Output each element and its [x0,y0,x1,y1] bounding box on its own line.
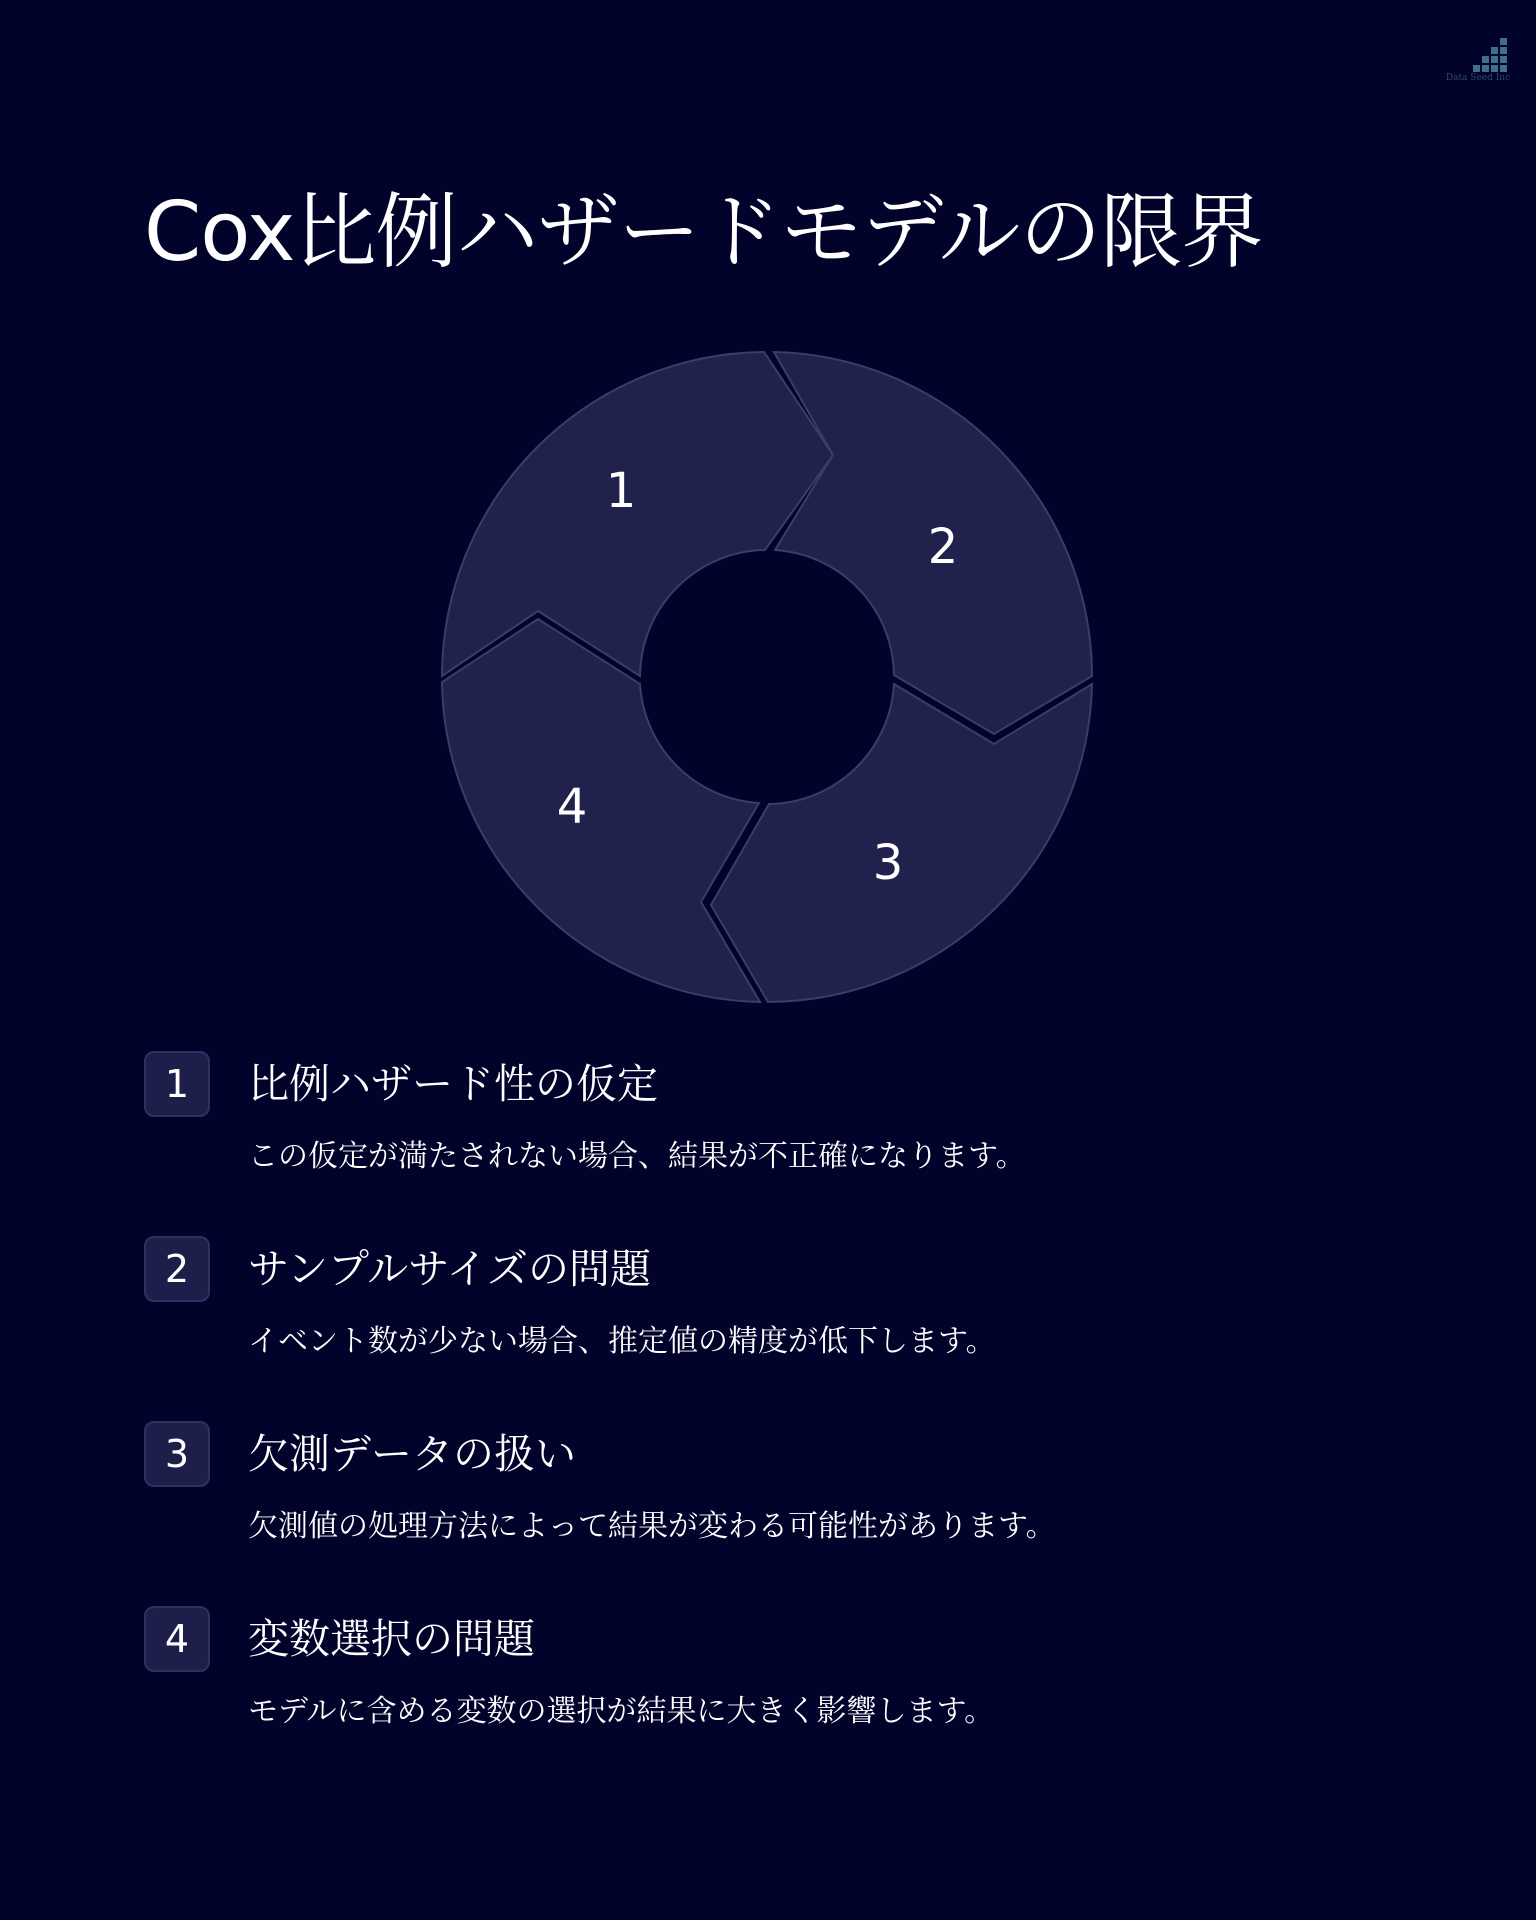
item-number-badge: 1 [144,1051,210,1117]
item-title: サンプルサイズの問題 [248,1245,652,1293]
cycle-segment-4 [442,619,760,1002]
item-description: この仮定が満たされない場合、結果が不正確になります。 [248,1139,1026,1174]
list-item [144,1236,1394,1421]
list-item [144,1606,1394,1791]
logo-text: Data Seed Inc [1445,73,1511,83]
cycle-label-2: 2 [927,519,959,575]
page-title: Cox比例ハザードモデルの限界 [144,185,1263,280]
cycle-label-4: 4 [556,779,588,835]
item-description: 欠測値の処理方法によって結果が変わる可能性があります。 [248,1509,1056,1544]
cycle-label-1: 1 [605,463,637,519]
item-title: 欠測データの扱い [248,1430,576,1478]
item-title: 比例ハザード性の仮定 [248,1060,658,1108]
item-description: モデルに含める変数の選択が結果に大きく影響します。 [248,1694,995,1729]
cycle-label-3: 3 [872,835,904,891]
item-number-badge: 4 [144,1606,210,1672]
list-item [144,1421,1394,1606]
item-number-badge: 3 [144,1421,210,1487]
list-item [144,1051,1394,1236]
item-number-badge: 2 [144,1236,210,1302]
cycle-segment-1 [442,352,833,676]
item-title: 変数選択の問題 [248,1615,535,1663]
item-description: イベント数が少ない場合、推定値の精度が低下します。 [248,1324,996,1359]
limitations-list [144,1051,1394,1791]
cycle-diagram [440,350,1094,1004]
